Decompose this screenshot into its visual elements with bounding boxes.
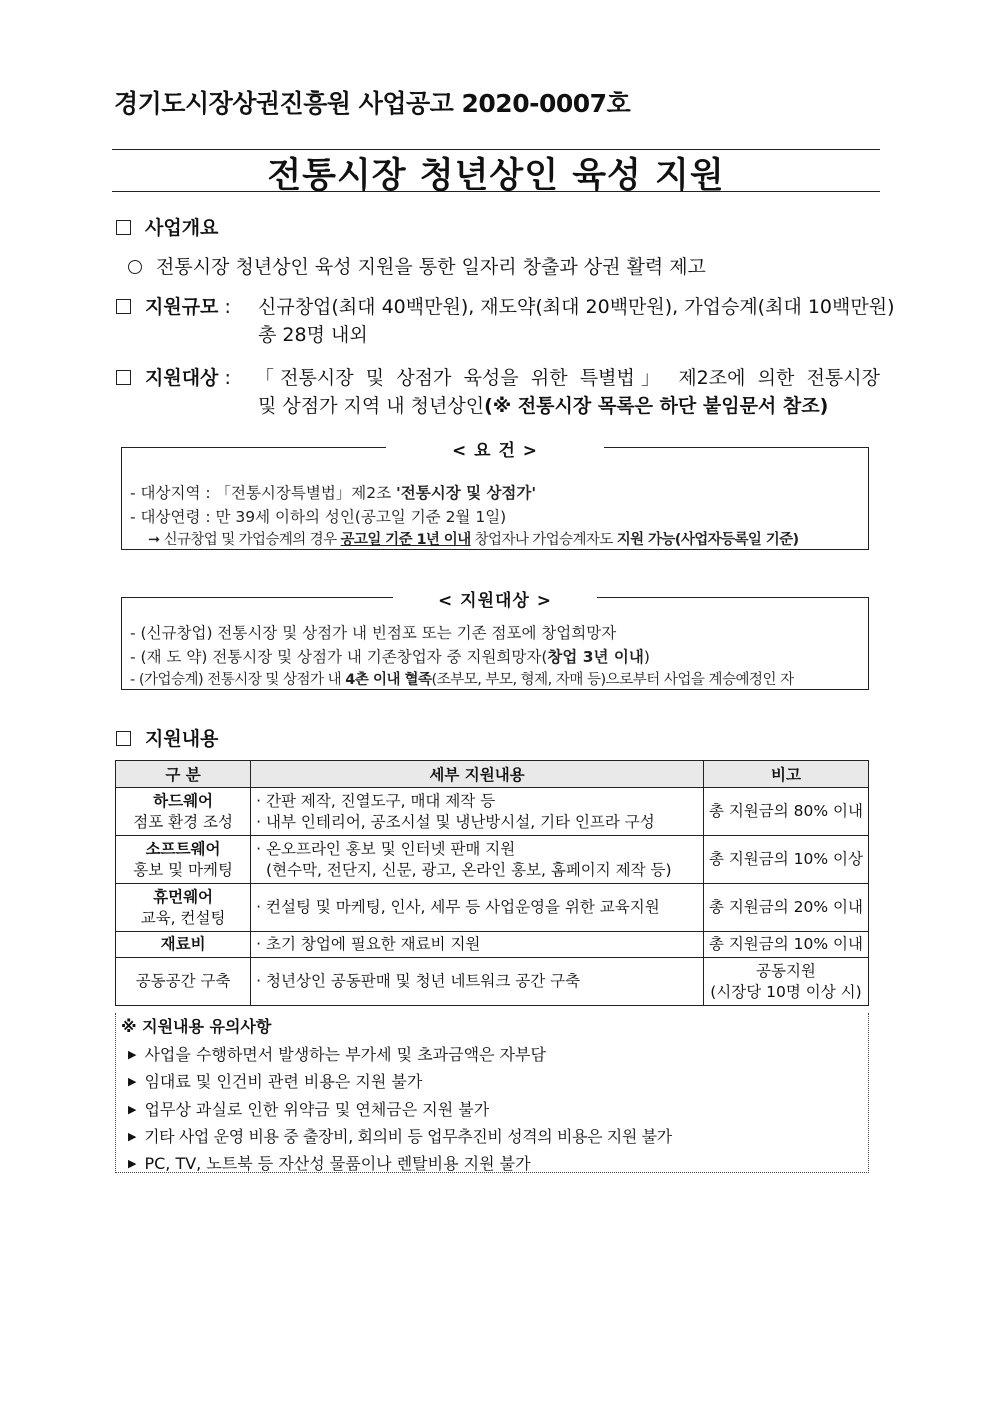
caution-item: [128, 1097, 489, 1120]
page-title: 전통시장 청년상인 육성 지원: [267, 156, 725, 196]
category-name: 재료비: [160, 935, 206, 953]
eligibility-item2-c: ): [643, 648, 650, 666]
overview-bullet-line: [128, 252, 706, 279]
caution-item: [128, 1151, 531, 1174]
support-table: [115, 760, 869, 1006]
detail-line: · 청년상인 공동판매 및 청년 네트워크 공간 구축: [256, 972, 581, 990]
column-header: 구 분: [116, 761, 251, 788]
caution-item-text: 사업을 수행하면서 발생하는 부가세 및 초과금액은 자부담: [144, 1045, 546, 1064]
overview-bullet: 전통시장 청년상인 육성 지원을 통한 일자리 창출과 상권 활력 제고: [156, 256, 706, 278]
scale-line2: 총 28명 내외: [258, 324, 368, 346]
caution-box: [115, 1013, 869, 1173]
requirements-title: < 요 건 >: [386, 436, 604, 461]
notice-number: 경기도시장상권진흥원 사업공고 2020-0007호: [114, 89, 631, 118]
square-bullet-icon: [116, 731, 131, 746]
target-line2: [258, 391, 828, 418]
requirements-age: - 대상연령 : 만 39세 이하의 성인(공고일 기준 2월 1일): [130, 508, 507, 526]
requirements-note-d: 지원 가능(사업자등록일 기준): [616, 532, 799, 548]
row-note: 총 지원금의 80% 이내: [703, 788, 868, 836]
category-name: 휴먼웨어: [153, 887, 214, 906]
table-row: [116, 788, 869, 836]
target-line1: 「전통시장 및 상점가 육성을 위한 특별법」 제2조에 의한 전통시장: [255, 367, 880, 389]
square-bullet-icon: [116, 299, 131, 314]
detail-line: · 초기 창업에 필요한 재료비 지원: [256, 935, 481, 953]
eligibility-item3-c: (조부모, 부모, 형제, 자매 등)으로부터 사업을 계승예정인 자: [431, 672, 794, 688]
overview-heading: 사업개요: [145, 217, 219, 239]
arrow-icon: ➞: [148, 532, 160, 548]
caution-item-text: 임대료 및 인건비 관련 비용은 지원 불가: [144, 1072, 423, 1091]
triangle-bullet-icon: ▶: [128, 1130, 137, 1143]
row-note: 총 지원금의 10% 이내: [703, 932, 868, 958]
scale-line1: 신규창업(최대 40백만원), 재도약(최대 20백만원), 가업승계(최대 10백만원): [258, 296, 895, 318]
overview-section: [116, 213, 218, 240]
row-detail: [251, 932, 704, 958]
category-sub: 홍보 및 마케팅: [133, 860, 233, 879]
row-detail: [251, 788, 704, 836]
scale-section: 지원규모 :: [116, 292, 231, 319]
table-row: [116, 836, 869, 884]
square-bullet-icon: [116, 220, 131, 235]
caution-item-text: PC, TV, 노트북 등 자산성 물품이나 렌탈비용 지원 불가: [144, 1154, 531, 1173]
requirements-note-a: 신규창업 및 가업승계의 경우: [163, 532, 337, 548]
caution-item: [128, 1042, 546, 1065]
eligibility-item3: [130, 668, 794, 689]
category-sub: 점포 환경 조성: [133, 812, 233, 831]
column-header: 세부 지원내용: [251, 761, 704, 788]
detail-line: · 내부 인테리어, 공조시설 및 냉난방시설, 기타 인프라 구성: [256, 812, 655, 831]
row-category: [116, 836, 251, 884]
row-detail: [251, 884, 704, 932]
detail-line: · 온오프라인 홍보 및 인터넷 판매 지원: [256, 839, 516, 858]
caution-title: ※ 지원내용 유의사항: [121, 1017, 272, 1036]
requirements-region-label: - 대상지역 : 「전통시장특별법」제2조: [130, 484, 392, 502]
eligibility-item3-b: 4촌 이내 혈족: [345, 672, 432, 688]
category-name: 하드웨어: [153, 791, 214, 810]
detail-line: · 간판 제작, 진열도구, 매대 제작 등: [256, 791, 496, 810]
requirements-note-c: 창업자나 가업승계자도: [474, 532, 613, 548]
detail-line: · 컨설팅 및 마케팅, 인사, 세무 등 사업운영을 위한 교육지원: [256, 898, 660, 916]
eligibility-title: < 지원대상 >: [393, 586, 597, 611]
target-line2-text: 및 상점가 지역 내 청년상인: [258, 395, 485, 417]
row-category: [116, 932, 251, 958]
target-section: 지원대상 :: [116, 363, 231, 390]
requirements-region-bold: '전통시장 및 상점가': [396, 484, 537, 502]
column-header: 비고: [703, 761, 868, 788]
target-heading: 지원대상: [145, 367, 219, 389]
square-bullet-icon: [116, 370, 131, 385]
requirements-region: [130, 481, 536, 503]
triangle-bullet-icon: ▶: [128, 1075, 137, 1088]
row-category: [116, 884, 251, 932]
title-bottom-rule: [112, 191, 880, 192]
scale-heading: 지원규모: [145, 296, 219, 318]
caution-item-text: 기타 사업 운영 비용 중 출장비, 회의비 등 업무추진비 성격의 비용은 지원 불가: [144, 1127, 672, 1146]
table-header-row: [116, 761, 869, 788]
content-section: [116, 724, 218, 751]
table-row: [116, 932, 869, 958]
row-category: [116, 788, 251, 836]
content-heading: 지원내용: [145, 728, 219, 750]
category-name: 소프트웨어: [145, 839, 221, 858]
target-line2-note: (※ 전통시장 목록은 하단 붙임문서 참조): [484, 395, 829, 417]
row-note: 공동지원 (시장당 10명 이상 시): [703, 958, 868, 1006]
circle-bullet-icon: [128, 260, 142, 274]
caution-item-text: 업무상 과실로 인한 위약금 및 연체금은 지원 불가: [144, 1100, 490, 1119]
triangle-bullet-icon: ▶: [128, 1157, 137, 1170]
eligibility-item2-b: 창업 3년 이내: [547, 648, 644, 666]
table-row: [116, 884, 869, 932]
triangle-bullet-icon: ▶: [128, 1048, 137, 1061]
eligibility-item2-a: - (재 도 약) 전통시장 및 상점가 내 기존창업자 중 지원희망자(: [130, 648, 548, 666]
caution-item: [128, 1124, 672, 1147]
eligibility-item3-a: - (가업승계) 전통시장 및 상점가 내: [130, 672, 342, 688]
table-row: [116, 958, 869, 1006]
row-note: 총 지원금의 10% 이상: [703, 836, 868, 884]
requirements-note-b: 공고일 기준 1년 이내: [340, 532, 471, 548]
triangle-bullet-icon: ▶: [128, 1103, 137, 1116]
eligibility-item1: - (신규창업) 전통시장 및 상점가 내 빈점포 또는 기존 점포에 창업희망자: [130, 624, 617, 642]
row-category: [116, 958, 251, 1006]
caution-item: [128, 1069, 422, 1092]
row-detail: [251, 958, 704, 1006]
category-sub: 교육, 컨설팅: [140, 908, 226, 927]
eligibility-item2: [130, 645, 650, 667]
detail-line: (현수막, 전단지, 신문, 광고, 온라인 홍보, 홈페이지 제작 등): [256, 860, 672, 879]
row-note: 총 지원금의 20% 이내: [703, 884, 868, 932]
row-detail: [251, 836, 704, 884]
category-sub: 공동공간 구축: [135, 972, 231, 990]
requirements-note: [148, 528, 799, 549]
